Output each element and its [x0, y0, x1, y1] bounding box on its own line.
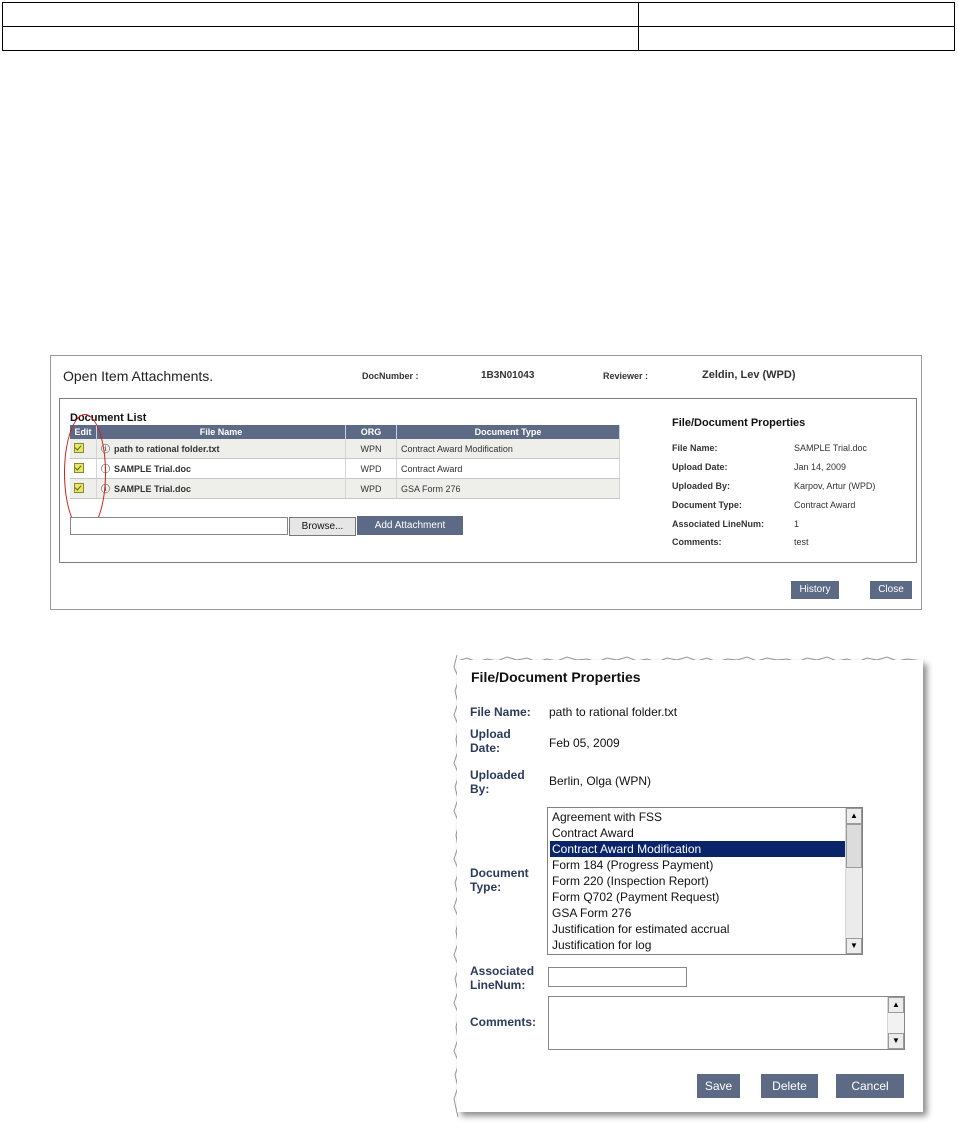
file-name-label: File Name:: [672, 443, 718, 453]
scroll-down-arrow-icon[interactable]: ▼: [888, 1033, 904, 1049]
listbox-option[interactable]: GSA Form 276: [552, 906, 632, 920]
comments-label: Comments:: [672, 537, 722, 547]
add-attachment-button[interactable]: Add Attachment: [357, 516, 463, 535]
document-list-title: Document List: [70, 412, 147, 424]
scroll-up-arrow-icon[interactable]: ▲: [846, 808, 862, 824]
upload-date-value: Jan 14, 2009: [794, 462, 847, 472]
listbox-option[interactable]: Justification for log: [552, 938, 652, 952]
table-cell: [3, 3, 639, 27]
line-num-input[interactable]: [548, 967, 687, 987]
col-header-edit: Edit: [70, 425, 97, 439]
listbox-option[interactable]: Form 184 (Progress Payment): [552, 858, 714, 872]
window-title: Open Item Attachments.: [63, 368, 214, 384]
org-cell: WPD: [346, 479, 397, 499]
uploaded-by-value: Berlin, Olga (WPN): [549, 774, 652, 788]
uploaded-by-label: Uploaded By:: [672, 481, 731, 491]
table-row[interactable]: [70, 439, 620, 459]
document-panel: [59, 398, 917, 563]
doc-number-label: DocNumber :: [362, 371, 419, 381]
table-row[interactable]: [70, 479, 620, 499]
table-cell: [3, 27, 639, 51]
comments-label: Comments:: [470, 1015, 537, 1029]
scroll-thumb[interactable]: [846, 824, 862, 868]
cancel-button[interactable]: Cancel: [836, 1074, 904, 1098]
col-header-file-name: File Name: [97, 425, 346, 439]
file-name: SAMPLE Trial.doc: [114, 484, 192, 494]
document-list-table: [70, 425, 620, 499]
document-type-label: Document Type:: [672, 500, 742, 510]
listbox-option[interactable]: Agreement with FSS: [552, 810, 663, 824]
file-name-cell[interactable]: [97, 479, 346, 499]
org-cell: WPN: [346, 439, 397, 459]
document-type-label: Document Type:: [470, 866, 529, 894]
comments-textarea[interactable]: [548, 996, 905, 1050]
paperclip-icon: ⓘ: [101, 484, 111, 494]
org-cell: WPD: [346, 459, 397, 479]
comments-scrollbar[interactable]: [887, 997, 904, 1049]
properties-title: File/Document Properties: [672, 417, 806, 429]
line-num-value: 1: [794, 519, 800, 529]
file-name-cell[interactable]: [97, 439, 346, 459]
uploaded-by-label: Uploaded By:: [470, 768, 525, 796]
scroll-up-arrow-icon[interactable]: ▲: [888, 997, 904, 1013]
table-cell: [639, 3, 955, 27]
red-highlight-circle: [64, 414, 106, 532]
file-name-cell[interactable]: [97, 459, 346, 479]
file-name-label: File Name:: [470, 705, 531, 719]
line-num-label: Associated LineNum:: [470, 964, 535, 992]
listbox-option[interactable]: Form Q702 (Payment Request): [552, 890, 720, 904]
comments-value: test: [794, 537, 809, 547]
document-type-value: Contract Award: [794, 500, 856, 510]
reviewer-value: Zeldin, Lev (WPD): [702, 369, 796, 381]
scroll-down-arrow-icon[interactable]: ▼: [846, 938, 862, 954]
listbox-option[interactable]: Form 220 (Inspection Report): [552, 874, 709, 888]
attachments-window: [50, 355, 922, 610]
document-type-cell: Contract Award: [397, 459, 620, 479]
table-row[interactable]: [70, 459, 620, 479]
file-name: path to rational folder.txt: [114, 444, 220, 454]
browse-button[interactable]: Browse...: [289, 517, 356, 536]
line-num-label: Associated LineNum:: [672, 519, 765, 529]
top-empty-table: [2, 2, 955, 51]
upload-date-value: Feb 05, 2009: [549, 736, 620, 750]
col-header-document-type: Document Type: [397, 425, 620, 439]
file-name: SAMPLE Trial.doc: [114, 464, 192, 474]
paperclip-icon: ⓘ: [101, 444, 111, 454]
reviewer-label: Reviewer :: [603, 371, 649, 381]
document-type-cell: GSA Form 276: [397, 479, 620, 499]
file-name-value: SAMPLE Trial.doc: [794, 443, 868, 453]
save-button[interactable]: Save: [697, 1074, 740, 1098]
close-button[interactable]: Close: [870, 581, 912, 599]
doc-number-value: 1B3N01043: [481, 370, 535, 381]
history-button[interactable]: History: [791, 581, 839, 599]
file-name-value: path to rational folder.txt: [549, 705, 678, 719]
file-path-input[interactable]: [70, 517, 288, 535]
listbox-scrollbar[interactable]: [845, 808, 862, 954]
col-header-org: ORG: [346, 425, 397, 439]
table-cell: [639, 27, 955, 51]
document-type-cell: Contract Award Modification: [397, 439, 620, 459]
uploaded-by-value: Karpov, Artur (WPD): [794, 481, 876, 491]
table-header-row: [70, 425, 620, 439]
document-type-listbox[interactable]: [547, 807, 863, 955]
upload-date-label: Upload Date:: [470, 727, 511, 755]
upload-date-label: Upload Date:: [672, 462, 728, 472]
listbox-option-selected[interactable]: Contract Award Modification: [550, 841, 846, 857]
delete-button[interactable]: Delete: [761, 1074, 818, 1098]
paperclip-icon: ⓘ: [101, 464, 111, 474]
dialog-title: File/Document Properties: [471, 669, 641, 685]
listbox-option[interactable]: Justification for estimated accrual: [552, 922, 730, 936]
listbox-option[interactable]: Contract Award: [552, 826, 634, 840]
properties-dialog: [457, 660, 923, 1112]
